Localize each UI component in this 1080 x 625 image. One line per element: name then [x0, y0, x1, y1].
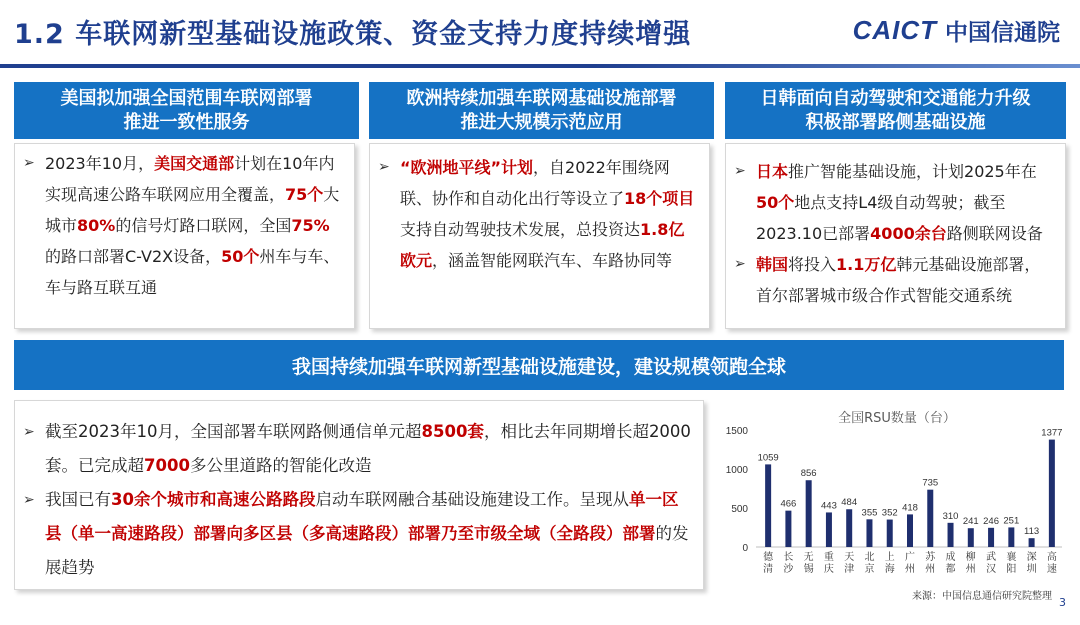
source-note: 来源：中国信息通信研究院整理: [912, 591, 1052, 602]
bar-柳州: [968, 528, 974, 547]
bar-value-label: 443: [821, 500, 837, 512]
card-header-europe-line2: 推进大规模示范应用: [460, 111, 623, 133]
body-text: 截至2023年10月，全国部署车联网路侧通信单元超: [45, 422, 422, 441]
bar-value-label: 246: [983, 515, 999, 527]
highlight-text: 80%: [77, 216, 116, 235]
y-tick-label: 1000: [725, 465, 748, 476]
y-tick-label: 1500: [725, 426, 748, 437]
highlight-text: 1.1万亿: [836, 255, 897, 274]
x-category-label: 沙: [783, 564, 794, 575]
china-banner: 我国持续加强车联网新型基础设施建设，建设规模领跑全球: [14, 340, 1064, 390]
highlight-text: 8500套: [421, 422, 484, 441]
bar-无锡: [806, 480, 812, 547]
body-text: 的路口部署C-V2X设备，: [45, 247, 222, 266]
x-category-label: 无: [803, 552, 814, 563]
bar-value-label: 735: [922, 477, 939, 489]
card-header-usa-line2: 推进一致性服务: [123, 111, 250, 133]
logo-en-text: CAICT: [852, 15, 937, 45]
body-text: 的发展趋势: [45, 524, 689, 577]
body-text: 州车与车、车与路互联互通: [45, 247, 340, 297]
x-category-label: 阳: [1006, 564, 1017, 575]
x-category-label: 北: [864, 552, 875, 563]
body-text: 路侧联网设备: [946, 224, 1043, 243]
body-text: 支持自动驾驶技术发展，总投资达: [400, 220, 641, 239]
body-text: ，涵盖智能网联汽车、车路协同等: [432, 251, 673, 270]
bar-value-label: 352: [881, 507, 898, 519]
body-text: 的信号灯路口联网，全国: [115, 216, 292, 235]
bar-广州: [907, 514, 913, 547]
body-text: 2023年10月，: [45, 154, 155, 173]
bar-value-label: 484: [841, 497, 858, 509]
bar-武汉: [988, 528, 994, 547]
bar-长沙: [785, 511, 791, 547]
card-header-usa: [14, 82, 359, 139]
x-category-label: 清: [763, 564, 774, 575]
x-category-label: 德: [763, 552, 774, 563]
x-category-label: 深: [1026, 552, 1037, 563]
bar-value-label: 466: [780, 498, 797, 510]
x-category-label: 州: [925, 564, 936, 575]
highlight-text: 75个: [285, 185, 324, 204]
body-text: ，相比去年同期增长超2000套。已完成超: [45, 422, 691, 475]
x-category-label: 圳: [1026, 564, 1037, 575]
arrow-bullet-icon: ➢: [23, 492, 35, 508]
china-bullets-box: [14, 400, 704, 590]
highlight-text: 50个: [756, 193, 795, 212]
highlight-text: 30余个城市和高速公路路段: [111, 490, 316, 509]
x-category-label: 都: [945, 564, 956, 575]
highlight-text: “欧洲地平线”计划: [400, 158, 534, 177]
body-text: 启动车联网融合基础设施建设工作。呈现从: [315, 490, 629, 509]
arrow-bullet-icon: ➢: [378, 159, 390, 175]
highlight-text: 日本: [756, 162, 789, 181]
arrow-bullet-icon: ➢: [23, 155, 35, 171]
body-text: 韩元基础设施部署，首尔部署城市级合作式智能交通系统: [756, 255, 1041, 305]
card2-bullet: [726, 156, 1053, 249]
x-category-label: 京: [864, 564, 875, 575]
card-body-europe: [369, 143, 710, 329]
x-category-label: 锡: [803, 564, 814, 575]
body-text: 地点支持L4级自动驾驶；截至2023.10已部署: [756, 193, 1006, 243]
bar-value-label: 113: [1024, 526, 1040, 538]
bar-苏州: [927, 490, 933, 547]
body-text: 推广智能基础设施，计划2025年在: [788, 162, 1037, 181]
bar-北京: [866, 519, 872, 547]
china-bullet: [15, 415, 693, 483]
card-body-japan-korea: [725, 143, 1066, 329]
arrow-bullet-icon: ➢: [734, 163, 746, 179]
bar-上海: [887, 520, 893, 547]
x-category-label: 武: [986, 552, 997, 563]
highlight-text: 75%: [291, 216, 330, 235]
x-category-label: 津: [844, 564, 855, 575]
x-category-label: 海: [884, 564, 895, 575]
bar-深圳: [1029, 538, 1035, 547]
highlight-text: 单一区县（单一高速路段）部署向多区县（多高速路段）部署乃至市级全域（全路段）部署: [45, 490, 679, 543]
x-category-label: 高: [1046, 552, 1057, 563]
bar-value-label: 251: [1003, 515, 1020, 527]
body-text: 将投入: [788, 255, 837, 274]
bar-重庆: [826, 512, 832, 547]
highlight-text: 7000: [144, 456, 190, 475]
chart-title: 全国RSU数量（台）: [838, 411, 956, 426]
arrow-bullet-icon: ➢: [734, 256, 746, 272]
y-tick-label: 0: [742, 543, 748, 554]
card1-bullet: [370, 152, 697, 276]
x-category-label: 速: [1046, 564, 1057, 575]
x-category-label: 成: [945, 552, 956, 563]
y-tick-label: 500: [731, 504, 748, 515]
card-header-jk-line2: 积极部署路侧基础设施: [805, 111, 986, 133]
highlight-text: 美国交通部: [154, 154, 235, 173]
rsu-bar-chart: [712, 400, 1067, 605]
x-category-label: 长: [783, 552, 794, 563]
highlight-text: 韩国: [756, 255, 789, 274]
body-text: ，自2022年围绕网联、协作和自动化出行等设立了: [400, 158, 670, 208]
x-category-label: 上: [884, 552, 895, 563]
card-header-europe-line1: 欧洲持续加强车联网基础设施部署: [406, 87, 677, 109]
bar-德清: [765, 464, 771, 547]
bar-value-label: 310: [942, 510, 959, 522]
card-header-europe: [369, 82, 714, 139]
x-category-label: 天: [844, 552, 855, 563]
highlight-text: 18个项目: [624, 189, 695, 208]
bar-襄阳: [1008, 527, 1014, 547]
card-body-usa: [14, 143, 355, 329]
bar-value-label: 418: [902, 502, 918, 514]
card2-bullet: [726, 249, 1053, 311]
x-category-label: 柳: [965, 552, 976, 563]
x-category-label: 庆: [823, 564, 834, 575]
card-header-japan-korea: [725, 82, 1066, 139]
x-category-label: 州: [965, 564, 976, 575]
highlight-text: 50个: [221, 247, 260, 266]
x-category-label: 襄: [1006, 552, 1017, 563]
x-category-label: 重: [823, 552, 834, 563]
bar-value-label: 241: [962, 516, 979, 528]
body-text: 我国已有: [45, 490, 111, 509]
page-number: 3: [1059, 596, 1066, 609]
china-bullet: [15, 483, 693, 585]
bar-value-label: 1377: [1041, 427, 1063, 439]
page-title: 1.2 车联网新型基础设施政策、资金支持力度持续增强: [14, 19, 692, 50]
body-text: 多公里道路的智能化改造: [189, 456, 372, 475]
highlight-text: 1.8亿欧元: [400, 220, 685, 270]
title-divider: [0, 64, 1080, 68]
arrow-bullet-icon: ➢: [23, 424, 35, 440]
body-text: 大城市: [45, 185, 340, 235]
card0-bullet: [15, 148, 342, 303]
x-category-label: 州: [905, 564, 915, 575]
bar-value-label: 1059: [757, 452, 779, 464]
bar-value-label: 355: [861, 507, 878, 519]
bar-value-label: 856: [800, 468, 817, 480]
card-header-usa-line1: 美国拟加强全国范围车联网部署: [60, 87, 313, 109]
x-category-label: 苏: [925, 552, 936, 563]
logo-cn-text: 中国信通院: [945, 20, 1060, 46]
bar-成都: [948, 523, 954, 547]
bar-高速: [1049, 440, 1055, 547]
x-category-label: 广: [905, 552, 915, 563]
highlight-text: 4000余台: [870, 224, 947, 243]
x-category-label: 汉: [986, 564, 997, 575]
card-header-jk-line1: 日韩面向自动驾驶和交通能力升级: [760, 87, 1031, 109]
bar-天津: [846, 509, 852, 547]
caict-logo: [853, 14, 1060, 47]
body-text: 计划在10年内实现高速公路车联网应用全覆盖，: [45, 154, 335, 204]
